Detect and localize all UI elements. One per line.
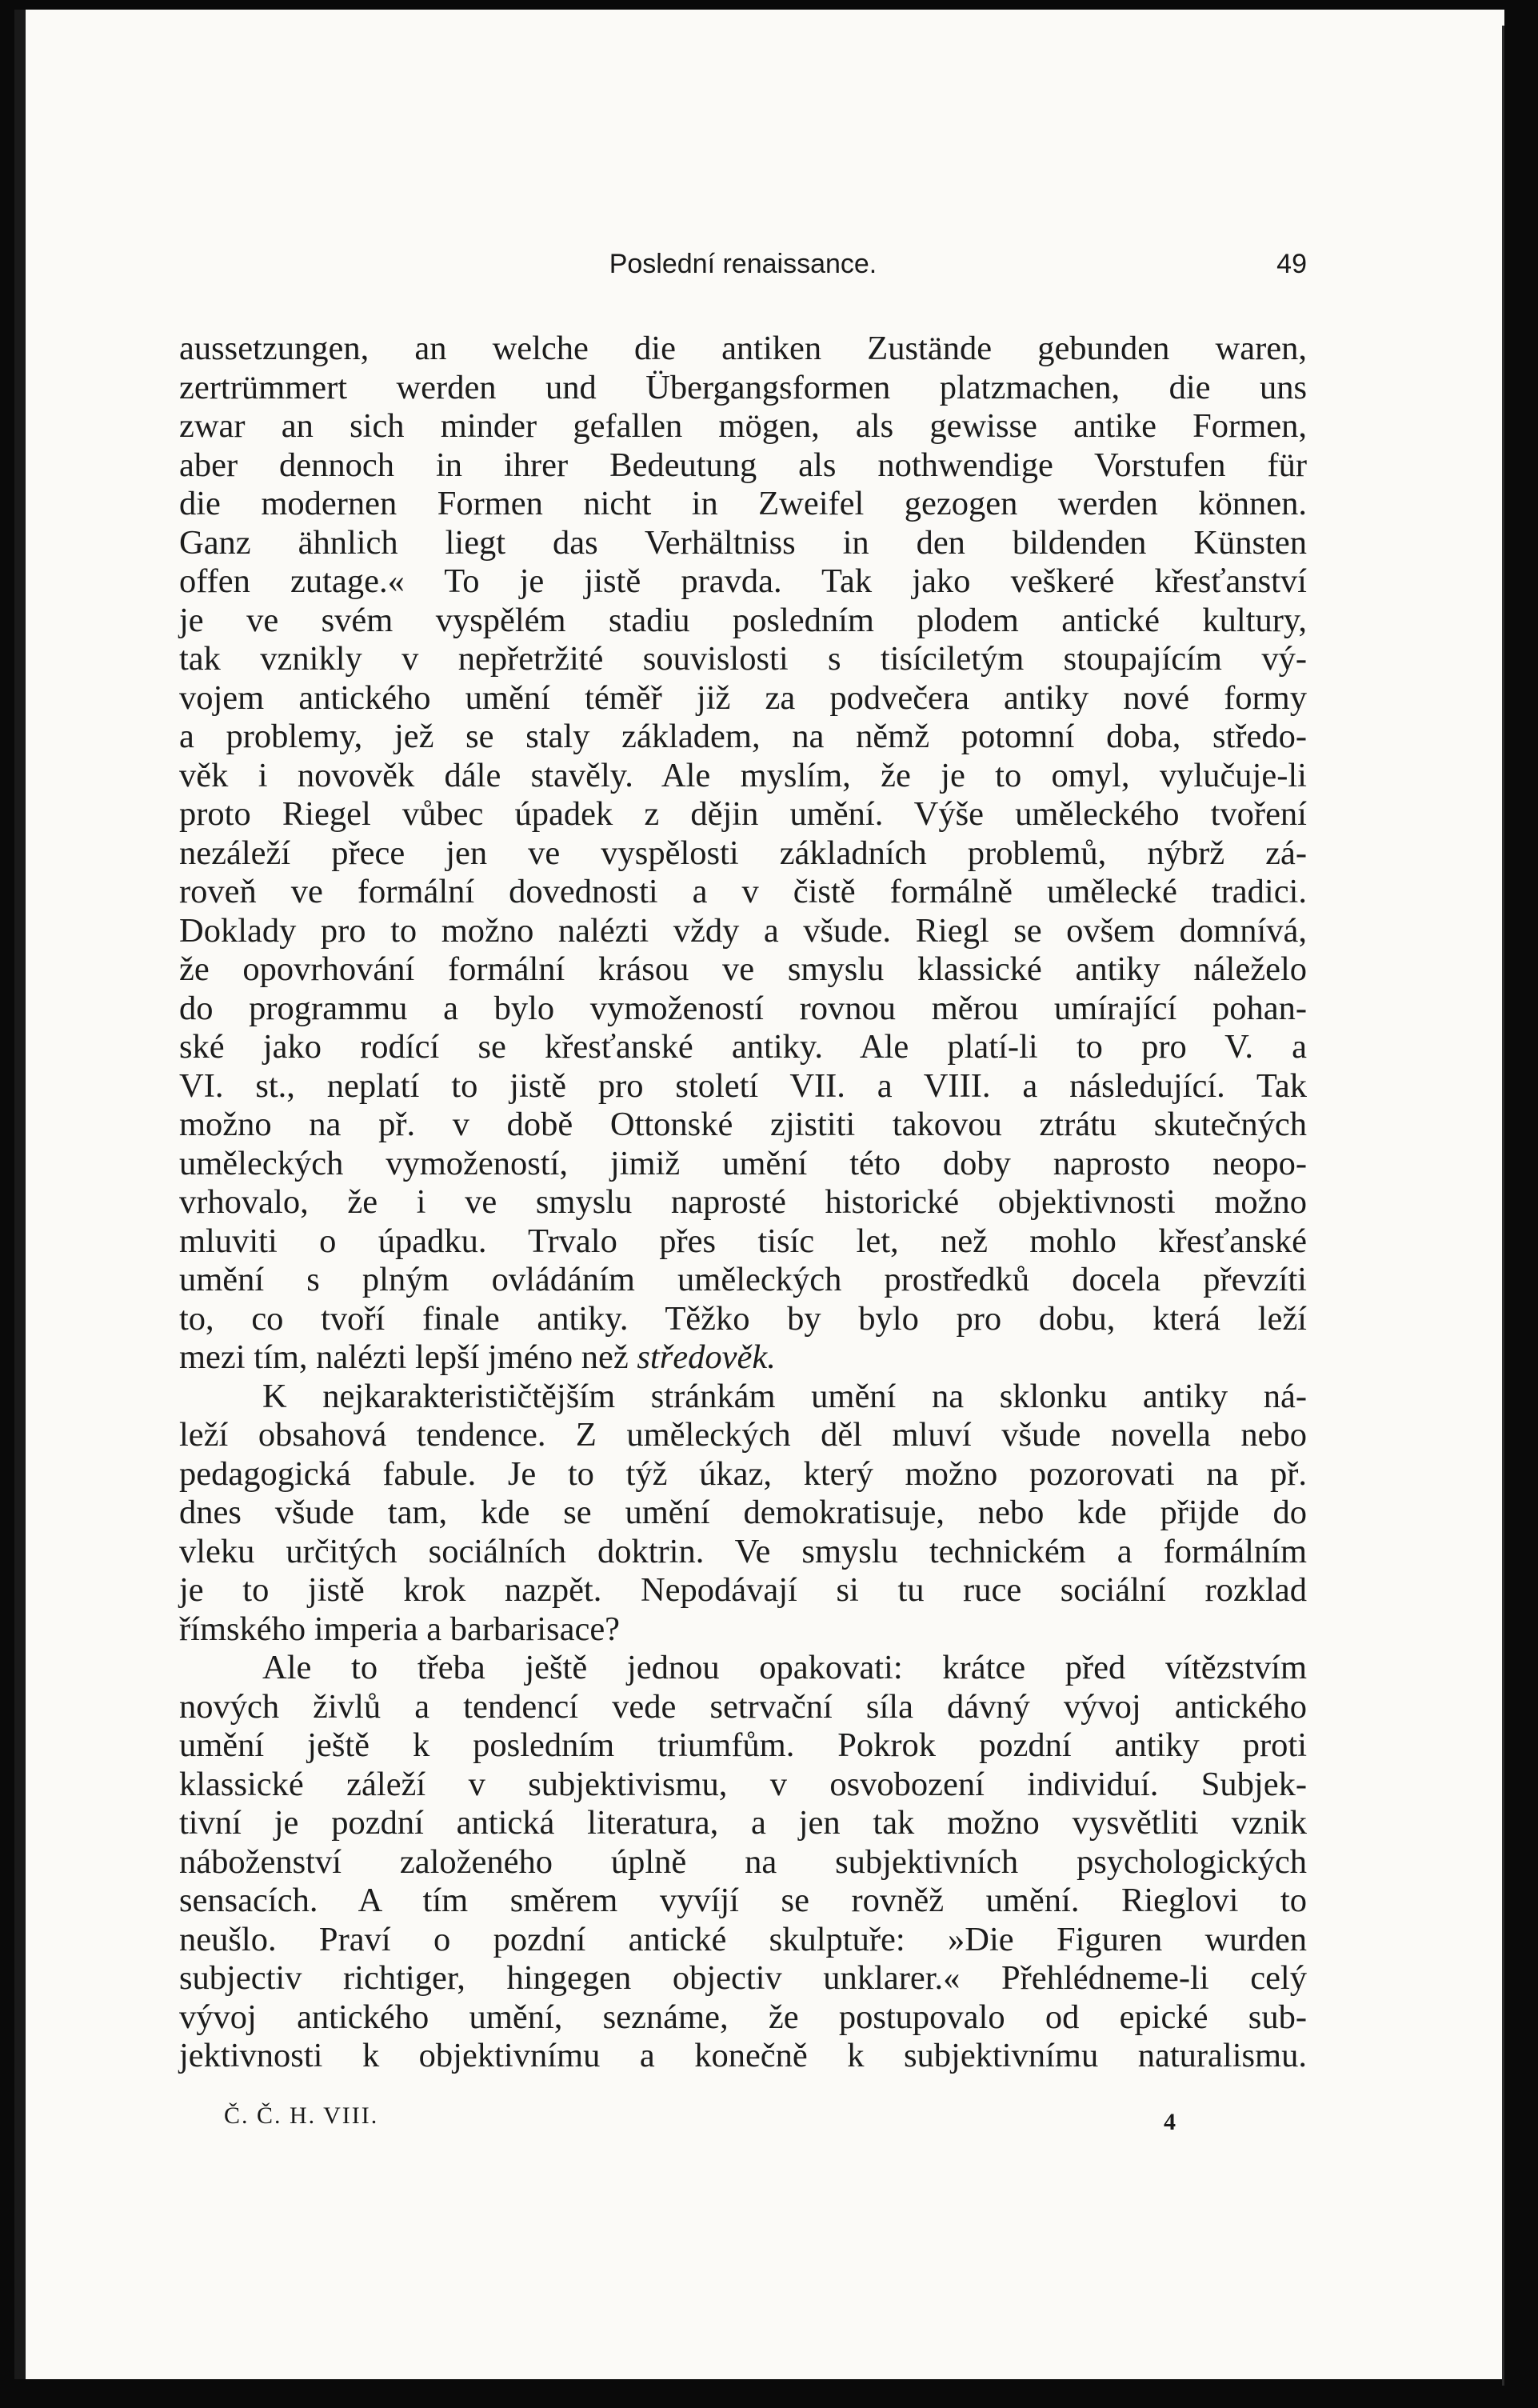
line-text: mezi tím, nalézti lepší jméno než: [179, 1338, 637, 1376]
text-line: zwar an sich minder gefallen mögen, als gewisse antike Formen,: [179, 407, 1307, 445]
text-line: tivní je pozdní antická literatura, a jen tak možno vysvětliti vznik: [179, 1804, 1307, 1842]
text-line: vrhovalo, že i ve smyslu naprosté historické objektivnosti možno: [179, 1183, 1307, 1221]
text-line: tak vznikly v nepřetržité souvislosti s tisíciletým stoupajícím vý-: [179, 640, 1307, 678]
text-line: vleku určitých sociálních doktrin. Ve smyslu technickém a formálním: [179, 1532, 1307, 1570]
text-line: je ve svém vyspělém stadiu posledním plodem antické kultury,: [179, 601, 1307, 639]
running-title: Poslední renaissance.: [609, 249, 877, 279]
text-line: pedagogická fabule. Je to týž úkaz, který možno pozorovati na př.: [179, 1454, 1307, 1493]
text-line: VI. st., neplatí to jistě pro století VII. a VIII. a následující. Tak: [179, 1066, 1307, 1105]
text-line: die modernen Formen nicht in Zweifel gezogen werden können.: [179, 485, 1307, 522]
text-line: že opovrhování formální krásou ve smyslu klassické antiky náleželo: [179, 950, 1307, 988]
sheet-number: 4: [1164, 2109, 1176, 2135]
text-line: leží obsahová tendence. Z uměleckých děl mluví všude novella nebo: [179, 1416, 1307, 1454]
text-line: sensacích. A tím směrem vyvíjí se rovněž umění. Rieglovi to: [179, 1882, 1307, 1919]
paragraph-start-line: K nejkarakterističtějším stránkám umění na sklonku antiky ná-: [262, 1377, 1307, 1415]
text-line: ské jako rodící se křesťanské antiky. Ale platí-li to pro V. a: [179, 1028, 1307, 1066]
text-line: umění ještě k posledním triumfům. Pokrok pozdní antiky proti: [179, 1726, 1307, 1764]
page-edge: [1502, 26, 1504, 2386]
paragraph-start-line: Ale to třeba ještě jednou opakovati: krátce před vítězstvím: [262, 1649, 1307, 1686]
text-line: jektivnosti k objektivnímu a konečně k subjektivnímu naturalismu.: [179, 2037, 1307, 2074]
text-line: klassické záleží v subjektivismu, v osvobození individuí. Subjek-: [179, 1765, 1307, 1803]
body-text: [179, 330, 1307, 2076]
text-line: Ganz ähnlich liegt das Verhältniss in den bildenden Künsten: [179, 523, 1307, 562]
signature-mark: Č. Č. H. VIII.: [224, 2102, 379, 2129]
text-line: zertrümmert werden und Übergangsformen platzmachen, die uns: [179, 368, 1307, 406]
text-line: uměleckých vymožeností, jimiž umění této doby naprosto neopo-: [179, 1144, 1307, 1182]
text-line: aussetzungen, an welche die antiken Zustände gebunden waren,: [179, 330, 1307, 367]
text-line: náboženství založeného úplně na subjektivních psychologických: [179, 1842, 1307, 1881]
text-line: vývoj antického umění, seznáme, že postupovalo od epické sub-: [179, 1998, 1307, 2036]
text-line: to, co tvoří finale antiky. Těžko by bylo pro dobu, která leží: [179, 1299, 1307, 1338]
text-line: vojem antického umění téměř již za podvečera antiky nové formy: [179, 678, 1307, 717]
text-line: je to jistě krok nazpět. Nepodávají si tu ruce sociální rozklad: [179, 1571, 1307, 1609]
page-header: [179, 249, 1307, 287]
text-line: dnes všude tam, kde se umění demokratisuje, nebo kde přijde do: [179, 1494, 1307, 1531]
text-line: subjectiv richtiger, hingegen objectiv unklarer.« Přehlédneme-li celý: [179, 1959, 1307, 1997]
text-line: možno na př. v době Ottonské zjistiti takovou ztrátu skutečných: [179, 1106, 1307, 1143]
text-line: mluviti o úpadku. Trvalo přes tisíc let, než mohlo křesťanské: [179, 1222, 1307, 1260]
page-number: 49: [1276, 249, 1307, 279]
text-line: věk i novověk dále stavěly. Ale myslím, že je to omyl, vylučuje-li: [179, 756, 1307, 794]
emphasized-term: středověk.: [637, 1338, 776, 1376]
text-line: do programmu a bylo vymožeností rovnou měrou umírající pohan-: [179, 989, 1307, 1027]
text-line: proto Riegel vůbec úpadek z dějin umění. Výše uměleckého tvoření: [179, 795, 1307, 833]
text-line: Doklady pro to možno nalézti vždy a všude. Riegl se ovšem domnívá,: [179, 911, 1307, 950]
text-line: offen zutage.« To je jistě pravda. Tak jako veškeré křesťanství: [179, 562, 1307, 600]
text-line: a problemy, jež se staly základem, na němž potomní doba, středo-: [179, 718, 1307, 755]
text-line-paragraph-end: [179, 1338, 1307, 1378]
text-line: roveň ve formální dovednosti a v čistě formálně umělecké tradici.: [179, 873, 1307, 910]
text-line: neušlo. Praví o pozdní antické skulptuře: »Die Figuren wurden: [179, 1920, 1307, 1958]
text-line: aber dennoch in ihrer Bedeutung als nothwendige Vorstufen für: [179, 446, 1307, 484]
text-line-paragraph-end: římského imperia a barbarisace?: [179, 1610, 621, 1648]
text-line: umění s plným ovládáním uměleckých prostředků docela převzíti: [179, 1261, 1307, 1298]
text-line: nových živlů a tendencí vede setrvační síla dávný vývoj antického: [179, 1687, 1307, 1726]
text-line: nezáleží přece jen ve vyspělosti základních problemů, nýbrž zá-: [179, 834, 1307, 872]
page-footer: [224, 2098, 1176, 2135]
